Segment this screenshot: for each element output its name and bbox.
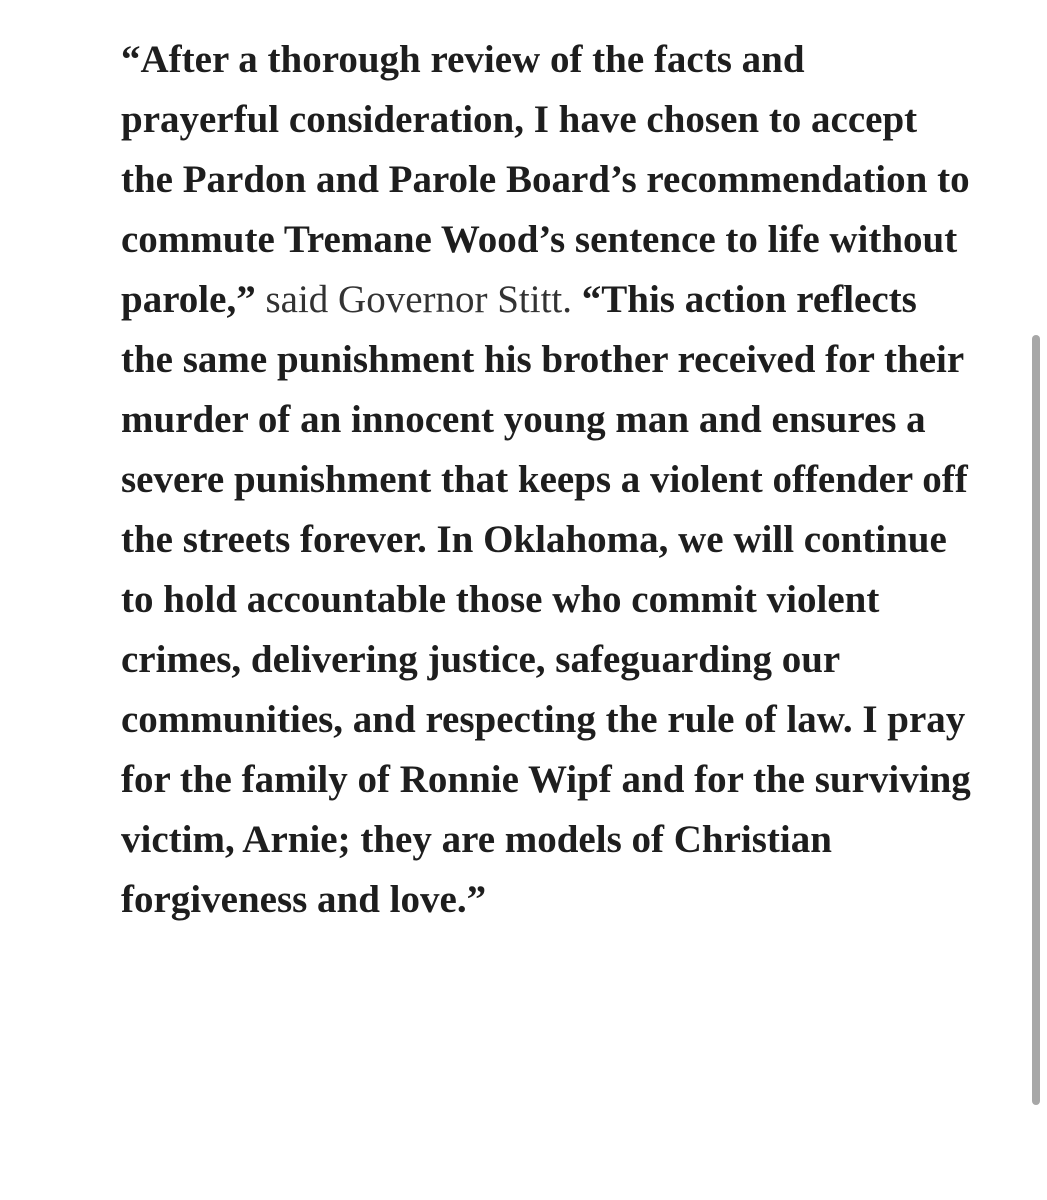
attribution-text: said Governor Stitt. [265,278,573,321]
statement-quote-part1: “After a thorough review of the facts and prayerful consideration, I have chosen to accept the Pardon and Parole Board’s recommendation to commute Tremane Wood’s sentence to life without parole,” [121,38,970,321]
statement-quote-part2: “This action reflects the same punishment his brother received for their murder of an innocent young man and ensures a severe punishment that keeps a violent offender off the streets forever. In Oklahoma, we will continue to hold accountable those who commit violent crimes, delivering justice, safeguarding our communities, and respecting the rule of law. I pray for the family of Ronnie Wipf and for the surviving victim, Arnie; they are models of Christian forgiveness and love.” [121,278,971,921]
article-paragraph [121,30,971,930]
scrollbar-thumb[interactable] [1032,335,1040,1105]
